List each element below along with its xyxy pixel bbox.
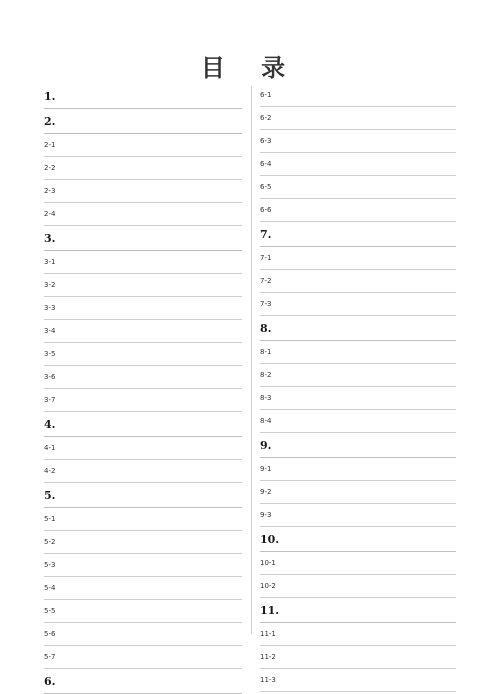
entry-number: 2. [44, 114, 56, 128]
entry-number: 8-2 [260, 371, 272, 379]
entry-number: 2-4 [44, 210, 56, 218]
entry-page [69, 669, 242, 694]
toc-subentry [44, 203, 242, 226]
entry-number: 3-5 [44, 350, 56, 358]
entry-page [66, 180, 242, 203]
entry-page [282, 107, 456, 130]
toc-subentry [44, 389, 242, 412]
entry-page [66, 554, 242, 577]
entry-number: 6-4 [260, 160, 272, 168]
entry-number: 3. [44, 231, 56, 245]
toc-subentry [260, 458, 456, 481]
entry-number: 6-3 [260, 137, 272, 145]
toc-subentry [260, 153, 456, 176]
page-title: 目 录 [200, 53, 300, 82]
entry-page [66, 343, 242, 366]
entry-page [282, 364, 456, 387]
toc-subentry [260, 481, 456, 504]
entry-page [66, 157, 242, 180]
entry-page [282, 410, 456, 433]
entry-page [66, 531, 242, 554]
entry-page [282, 130, 456, 153]
entry-page [277, 316, 456, 341]
toc-chapter-entry [44, 412, 242, 437]
toc-subentry [44, 577, 242, 600]
entry-page [69, 226, 242, 251]
toc-subentry [44, 600, 242, 623]
entry-page [69, 84, 242, 109]
toc-subentry [260, 552, 456, 575]
toc-subentry [44, 646, 242, 669]
toc-subentry [260, 293, 456, 316]
entry-number: 11. [260, 603, 280, 617]
toc-subentry [260, 107, 456, 130]
entry-page [66, 646, 242, 669]
entry-page [282, 504, 456, 527]
toc-chapter-entry [44, 84, 242, 109]
entry-number: 8-3 [260, 394, 272, 402]
entry-page [66, 389, 242, 412]
toc-subentry [260, 623, 456, 646]
entry-number: 11-3 [260, 676, 276, 684]
entry-number: 5-5 [44, 607, 56, 615]
entry-page [282, 552, 456, 575]
toc-subentry [260, 176, 456, 199]
entry-page [66, 577, 242, 600]
entry-number: 3-2 [44, 281, 56, 289]
toc-subentry [260, 410, 456, 433]
entry-number: 9-2 [260, 488, 272, 496]
entry-number: 5-3 [44, 561, 56, 569]
entry-number: 6-5 [260, 183, 272, 191]
entry-page [277, 222, 456, 247]
toc-subentry [260, 364, 456, 387]
entry-page [282, 341, 456, 364]
entry-number: 9-1 [260, 465, 272, 473]
entry-page [285, 527, 456, 552]
toc-chapter-entry [260, 316, 456, 341]
entry-page [66, 203, 242, 226]
toc-subentry [44, 157, 242, 180]
entry-page [282, 458, 456, 481]
toc-chapter-entry [260, 598, 456, 623]
toc-left-column [44, 84, 242, 694]
entry-number: 4-1 [44, 444, 56, 452]
toc-subentry [260, 130, 456, 153]
entry-number: 5. [44, 488, 56, 502]
entry-number: 3-7 [44, 396, 56, 404]
entry-page [285, 598, 456, 623]
entry-number: 4. [44, 417, 56, 431]
entry-number: 8. [260, 321, 272, 335]
toc-subentry [260, 247, 456, 270]
entry-page [66, 134, 242, 157]
toc-subentry [260, 199, 456, 222]
entry-number: 4-2 [44, 467, 56, 475]
entry-number: 2-2 [44, 164, 56, 172]
entry-number: 2-3 [44, 187, 56, 195]
entry-page [282, 176, 456, 199]
toc-subentry [260, 646, 456, 669]
entry-number: 7-2 [260, 277, 272, 285]
entry-page [66, 508, 242, 531]
toc-subentry [260, 504, 456, 527]
entry-page [69, 109, 242, 134]
entry-number: 6-6 [260, 206, 272, 214]
entry-number: 10-2 [260, 582, 276, 590]
entry-number: 7. [260, 227, 272, 241]
column-divider [251, 86, 252, 634]
entry-page [282, 153, 456, 176]
toc-subentry [44, 343, 242, 366]
entry-number: 5-4 [44, 584, 56, 592]
toc-chapter-entry [260, 222, 456, 247]
toc-subentry [44, 320, 242, 343]
toc-subentry [260, 575, 456, 598]
entry-page [282, 481, 456, 504]
entry-page [282, 84, 456, 107]
entry-page [282, 387, 456, 410]
toc-subentry [260, 669, 456, 692]
toc-subentry [44, 554, 242, 577]
entry-number: 2-1 [44, 141, 56, 149]
toc-subentry [260, 270, 456, 293]
entry-page [66, 600, 242, 623]
entry-page [66, 623, 242, 646]
entry-page [282, 669, 456, 692]
entry-page [282, 247, 456, 270]
toc-subentry [44, 180, 242, 203]
entry-number: 8-4 [260, 417, 272, 425]
toc-chapter-entry [44, 483, 242, 508]
entry-number: 7-3 [260, 300, 272, 308]
entry-number: 10-1 [260, 559, 276, 567]
toc-subentry [44, 623, 242, 646]
toc-subentry [44, 297, 242, 320]
toc-subentry [44, 437, 242, 460]
entry-page [282, 293, 456, 316]
entry-number: 9. [260, 438, 272, 452]
toc-subentry [44, 251, 242, 274]
entry-page [69, 483, 242, 508]
entry-page [282, 646, 456, 669]
entry-page [66, 297, 242, 320]
toc-subentry [260, 84, 456, 107]
entry-number: 11-1 [260, 630, 276, 638]
toc-right-column [260, 84, 456, 692]
entry-page [282, 623, 456, 646]
toc-chapter-entry [44, 226, 242, 251]
entry-number: 3-4 [44, 327, 56, 335]
entry-page [282, 199, 456, 222]
entry-page [66, 437, 242, 460]
entry-number: 9-3 [260, 511, 272, 519]
entry-page [285, 433, 456, 458]
toc-chapter-entry [44, 109, 242, 134]
entry-number: 3-3 [44, 304, 56, 312]
toc-subentry [44, 460, 242, 483]
entry-number: 7-1 [260, 254, 272, 262]
entry-number: 8-1 [260, 348, 272, 356]
toc-chapter-entry [260, 433, 456, 458]
entry-number: 11-2 [260, 653, 276, 661]
entry-number: 1. [44, 89, 56, 103]
entry-page [66, 460, 242, 483]
toc-chapter-entry [44, 669, 242, 694]
entry-number: 5-7 [44, 653, 56, 661]
entry-page [66, 320, 242, 343]
entry-number: 6. [44, 674, 56, 688]
entry-number: 6-1 [260, 91, 272, 99]
entry-number: 6-2 [260, 114, 272, 122]
toc-subentry [260, 341, 456, 364]
entry-number: 3-1 [44, 258, 56, 266]
entry-number: 5-6 [44, 630, 56, 638]
entry-page [69, 412, 242, 437]
entry-number: 10. [260, 532, 280, 546]
toc-subentry [44, 531, 242, 554]
toc-chapter-entry [260, 527, 456, 552]
toc-subentry [260, 387, 456, 410]
toc-subentry [44, 366, 242, 389]
entry-number: 3-6 [44, 373, 56, 381]
toc-subentry [44, 508, 242, 531]
entry-page [66, 366, 242, 389]
entry-page [66, 251, 242, 274]
entry-page [66, 274, 242, 297]
entry-page [282, 575, 456, 598]
entry-page [282, 270, 456, 293]
entry-number: 5-1 [44, 515, 56, 523]
toc-subentry [44, 134, 242, 157]
entry-number: 5-2 [44, 538, 56, 546]
toc-subentry [44, 274, 242, 297]
